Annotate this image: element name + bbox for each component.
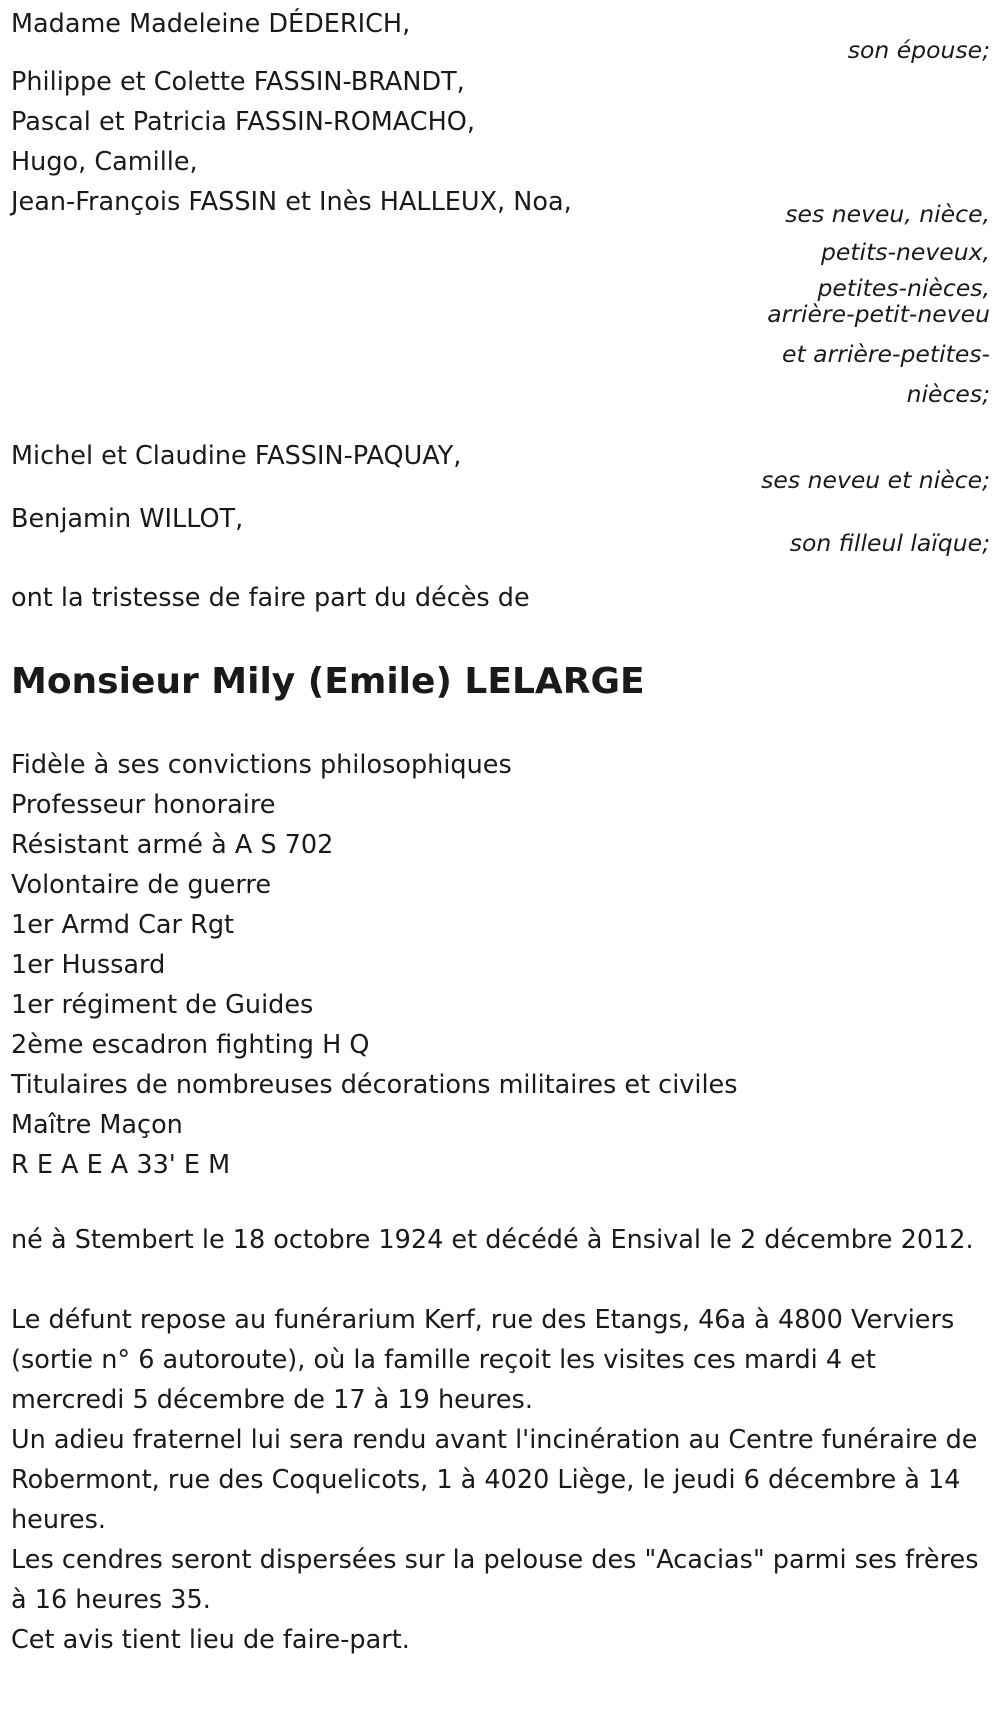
relation-line: ses neveu, nièce, bbox=[785, 200, 990, 228]
closing-paragraph: Cet avis tient lieu de faire-part. bbox=[11, 1625, 410, 1655]
relation-line: arrière-petit-neveu bbox=[767, 300, 990, 328]
spouse-relation: son épouse; bbox=[847, 36, 990, 64]
title-line: Professeur honoraire bbox=[11, 790, 276, 820]
title-line: Titulaires de nombreuses décorations militaires et civiles bbox=[11, 1070, 738, 1100]
niece-relation: ses neveu et nièce; bbox=[761, 466, 990, 494]
nephew-line: Philippe et Colette FASSIN-BRANDT, bbox=[11, 67, 465, 97]
ashes-paragraph: Les cendres seront dispersées sur la pelouse des "Acacias" parmi ses frères à 16 heures 35. bbox=[11, 1545, 979, 1615]
birth-death-paragraph: né à Stembert le 18 octobre 1924 et décédé à Ensival le 2 décembre 2012. bbox=[11, 1225, 974, 1255]
godson-name: Benjamin WILLOT, bbox=[11, 504, 244, 534]
title-line: R E A E A 33' E M bbox=[11, 1150, 231, 1180]
title-line: Fidèle à ses convictions philosophiques bbox=[11, 750, 512, 780]
nephew-line: Pascal et Patricia FASSIN-ROMACHO, bbox=[11, 107, 475, 137]
announcement: ont la tristesse de faire part du décès de bbox=[11, 583, 530, 613]
ceremony-paragraph: Un adieu fraternel lui sera rendu avant l'incinération au Centre funéraire de Robermont, rue des Coquelicots, 1 à 4020 Liège, le jeudi 6 décembre à 14 heures. bbox=[11, 1425, 978, 1535]
godson-relation: son filleul laïque; bbox=[789, 529, 990, 557]
visitation-paragraph: Le défunt repose au funérarium Kerf, rue des Etangs, 46a à 4800 Verviers (sortie n° 6 autoroute), où la famille reçoit les visites ces mardi 4 et mercredi 5 décembre de 17 à 19 heures. bbox=[11, 1305, 955, 1415]
nephews-list bbox=[11, 62, 572, 222]
title-line: 1er Hussard bbox=[11, 950, 166, 980]
titles-list bbox=[11, 745, 738, 1185]
nephews-relation bbox=[767, 194, 990, 414]
title-line: 1er Armd Car Rgt bbox=[11, 910, 235, 940]
nephew-line: Jean-François FASSIN et Inès HALLEUX, Noa, bbox=[11, 187, 572, 217]
title-line: Résistant armé à A S 702 bbox=[11, 830, 334, 860]
relation-line: nièces; bbox=[906, 380, 990, 408]
title-line: 2ème escadron fighting H Q bbox=[11, 1030, 370, 1060]
deceased-name: Monsieur Mily (Emile) LELARGE bbox=[11, 661, 645, 702]
relation-line: petites-nièces, bbox=[817, 274, 990, 302]
niece-name: Michel et Claudine FASSIN-PAQUAY, bbox=[11, 441, 462, 471]
relation-line: et arrière-petites- bbox=[782, 340, 990, 368]
title-line: 1er régiment de Guides bbox=[11, 990, 314, 1020]
relation-line: petits-neveux, bbox=[820, 238, 990, 266]
spouse-name: Madame Madeleine DÉDERICH, bbox=[11, 9, 411, 39]
title-line: Volontaire de guerre bbox=[11, 870, 272, 900]
nephew-line: Hugo, Camille, bbox=[11, 147, 198, 177]
title-line: Maître Maçon bbox=[11, 1110, 183, 1140]
